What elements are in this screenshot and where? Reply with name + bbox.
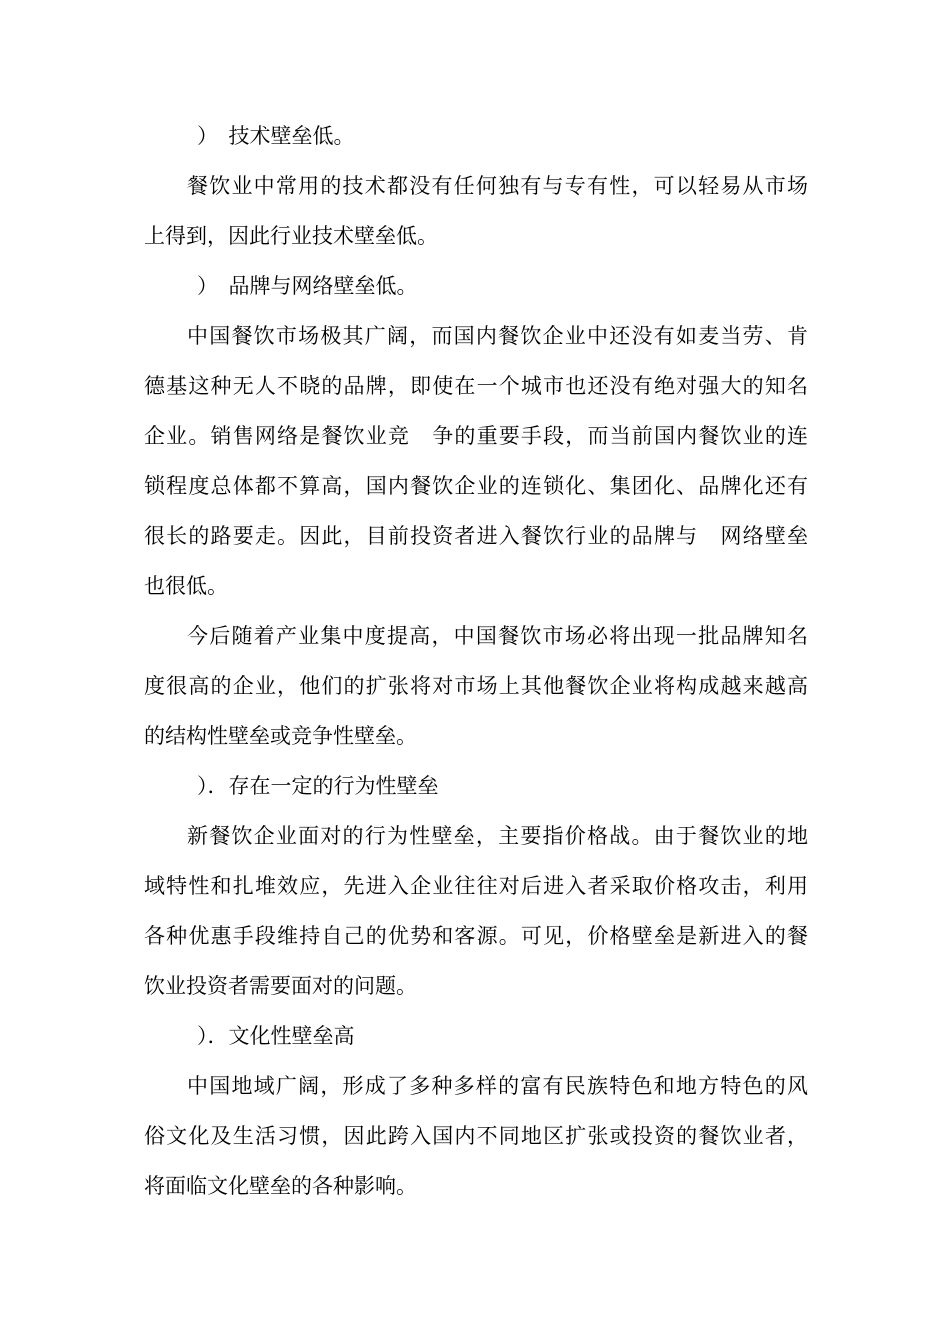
paragraph-line: 中国地域广阔，形成了多种多样的富有民族特色和地方特色的风 [187,1074,808,1098]
heading-cultural-barrier: ）．文化性壁垒高 [197,1024,355,1048]
paragraph-line: 餐饮业中常用的技术都没有任何独有与专有性，可以轻易从市场 [187,174,808,198]
paragraph-line: 度很高的企业，他们的扩张将对市场上其他餐饮企业将构成越来越高 [144,674,808,698]
paragraph-line: 中国餐饮市场极其广阔，而国内餐饮企业中还没有如麦当劳、肯 [187,324,808,348]
heading-brand-network-barrier: ） 品牌与网络壁垒低。 [197,274,418,298]
paragraph-line: 企业。销售网络是餐饮业竞 争的重要手段，而当前国内餐饮业的连 [144,424,808,448]
paragraph-line: 今后随着产业集中度提高，中国餐饮市场必将出现一批品牌知名 [187,624,808,648]
paragraph-line: 上得到，因此行业技术壁垒低。 [144,224,438,248]
heading-tech-barrier: ） 技术壁垒低。 [197,124,355,148]
paragraph-line: 的结构性壁垒或竞争性壁垒。 [144,724,417,748]
paragraph-line: 新餐饮企业面对的行为性壁垒，主要指价格战。由于餐饮业的地 [187,824,808,848]
paragraph-line: 德基这种无人不晓的品牌，即使在一个城市也还没有绝对强大的知名 [144,374,808,398]
paragraph-line: 锁程度总体都不算高，国内餐饮企业的连锁化、集团化、品牌化还有 [144,474,808,498]
paragraph-line: 也很低。 [144,574,228,598]
heading-behavioral-barrier: ）．存在一定的行为性壁垒 [197,774,439,798]
paragraph-line: 各种优惠手段维持自己的优势和客源。可见，价格壁垒是新进入的餐 [144,924,808,948]
paragraph-line: 很长的路要走。因此，目前投资者进入餐饮行业的品牌与 网络壁垒 [144,524,808,548]
paragraph-line: 将面临文化壁垒的各种影响。 [144,1174,417,1198]
paragraph-line: 域特性和扎堆效应，先进入企业往往对后进入者采取价格攻击，利用 [144,874,808,898]
paragraph-line: 俗文化及生活习惯，因此跨入国内不同地区扩张或投资的餐饮业者， [144,1124,808,1148]
paragraph-line: 饮业投资者需要面对的问题。 [144,974,417,998]
